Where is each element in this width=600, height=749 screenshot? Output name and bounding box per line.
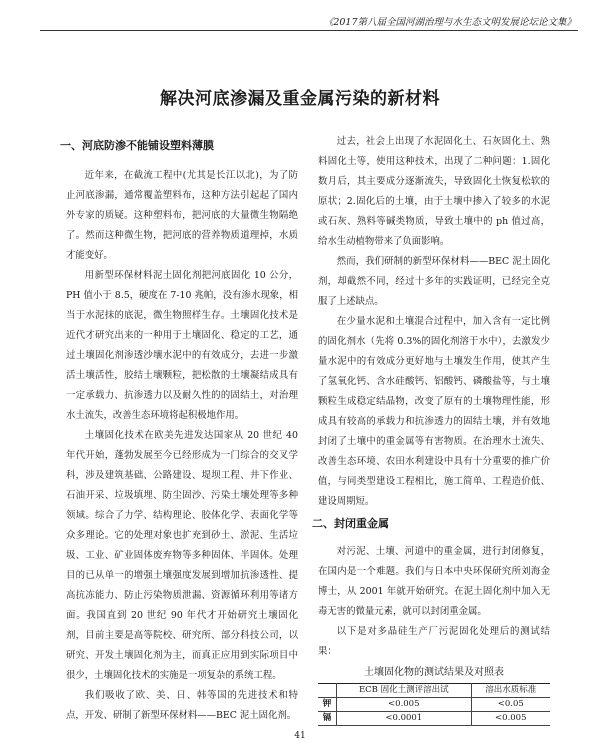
paragraph: 近年来，在截流工程中(尤其是长江以北)，为了防止河底渗漏，通常覆盖塑料布，这种方法引起起了国内外专家的质疑。这种塑料布，把河底的大量微生物隔绝了。然而这种微生物，把河底的营养物质道理掉，水质才能变好。 <box>66 170 298 261</box>
header-rule <box>40 30 578 31</box>
table-cell: <0.005 <box>471 712 550 726</box>
table-header-row <box>318 684 550 698</box>
paragraph: 我们吸收了欧、美、日、韩等国的先进技术和特点，开发、研制了新型环保材料——BEC 泥土固化剂。 <box>66 690 298 721</box>
paragraph: 土壤固化技术在欧美先进发达国家从 20 世纪 40 年代开始，蓬勃发展至今已经形成为一门综合的交叉学科，涉及建筑基础、公路建设、堤坝工程、井下作业、石油开采、垃圾填埋、防尘固沙、污染土壤处理等多种领域。综合了力学、结构理论、胶体化学、表面化学等众多理论。它的处理对象也扩充到砂土、淤泥、生活垃圾、工业、矿业固体废弃物等多种固体、半固体。处理目的已从单一的增强土壤强度发展到增加抗渗透性、提高抗冻能力、防止污染物质泄漏、资源循环利用等诸方面。我国直到 20 世纪 90 年代才开始研究土壤固化剂，目前主要是高等院校、研究所、部分科技公司，以研究、开发土壤固化剂为主，而真正应用到实际项目中很少，土壤固化技术的实施是一项复杂的系统工程。 <box>66 430 298 681</box>
paragraph: 然而，我们研制的新型环保材料——BEC 泥土固化剂，却截然不同，经过十多年的实践证明，已经完全克服了上述缺点。 <box>318 256 550 307</box>
running-header: 《2017第八届全国河湖治理与水生态文明发展论坛论文集》 <box>323 17 576 28</box>
table-caption: 土壤固化物的测试结果及对照表 <box>364 667 504 678</box>
table-cell: <0.0001 <box>337 712 472 726</box>
table-cell: <0.05 <box>471 698 550 712</box>
table-header-cell: ECB 固化土测评溶出试 <box>337 684 472 698</box>
table-row <box>318 698 550 712</box>
article-title: 解决河底渗漏及重金属污染的新材料 <box>160 89 440 109</box>
table-cell: 镉 <box>318 712 337 726</box>
table-cell: 钾 <box>318 698 337 712</box>
left-column <box>60 132 298 726</box>
section-heading-1: 一、河底防渗不能铺设塑料薄膜 <box>60 139 214 152</box>
paragraph: 以下是对多晶硅生产厂污泥固化处理后的测试结果： <box>318 626 550 657</box>
section-heading-2: 二、封闭重金属 <box>312 517 389 530</box>
table-header-cell: 溶出水质标准 <box>471 684 550 698</box>
table-row <box>318 712 550 726</box>
paragraph: 过去，社会上出现了水泥固化土、石灰固化土、熟料固化土等，使用这种技术，出现了二种问题：1.固化数月后，其主要成分逐渐流失，导致固化土恢复松软的原状；2.固化后的土壤，由于土壤中掺入了较多的水泥或石灰、熟料等碱类物质，导致土壤中的 ph 值过高，给水生动植物带来了负面影响。 <box>318 136 550 247</box>
paragraph: 对污泥、土壤、河道中的重金属，进行封闭修复，在国内是一个难题。我们与日本中央环保研究所刘海金博士，从 2001 年就开始研究。在泥土固化剂中加入无毒无害的微量元素，就可以封闭重金属。 <box>318 546 550 617</box>
right-column <box>312 132 550 726</box>
table-cell: <0.005 <box>337 698 472 712</box>
page-number: 41 <box>294 731 306 741</box>
paragraph: 在少量水泥和土壤混合过程中，加入含有一定比例的固化剂水（先将 0.3%的固化剂溶于水中），去激发少量水泥中的有效成分更好地与土壤发生作用，使其产生了氢氧化钙、含水硅酸钙、铝酸钙、磷酸盐等，与土壤颗粒生成稳定结晶物，改变了原有的土壤物理性能，形成具有较高的承载力和抗渗透力的固结土壤，并有效地封闭了土壤中的重金属等有害物质。在治理水土流失、改善生态环境、农田水利建设中具有十分重要的推广价值，与同类型建设工程相比，施工简单、工程造价低、建设周期短。 <box>318 316 550 507</box>
paragraph: 用新型环保材料泥土固化剂把河底固化 10 公分，PH 值小于 8.5，硬度在 7-10 兆帕，没有渗水现象，相当于水泥抹的底泥，微生物照样生存。土壤固化技术是近代才研究出来的一种用于土壤固化、稳定的工艺，通过土壤固化剂渗透沙壤水泥中的有效成分，去进一步激活土壤活性，胶结土壤颗粒，把松散的土壤凝结成具有一定承载力、抗渗透力以及耐久性的的固结土，对治理水土流失，改善生态环境将起积极地作用。 <box>66 270 298 421</box>
table-header-cell <box>318 684 337 698</box>
results-table <box>318 683 550 726</box>
